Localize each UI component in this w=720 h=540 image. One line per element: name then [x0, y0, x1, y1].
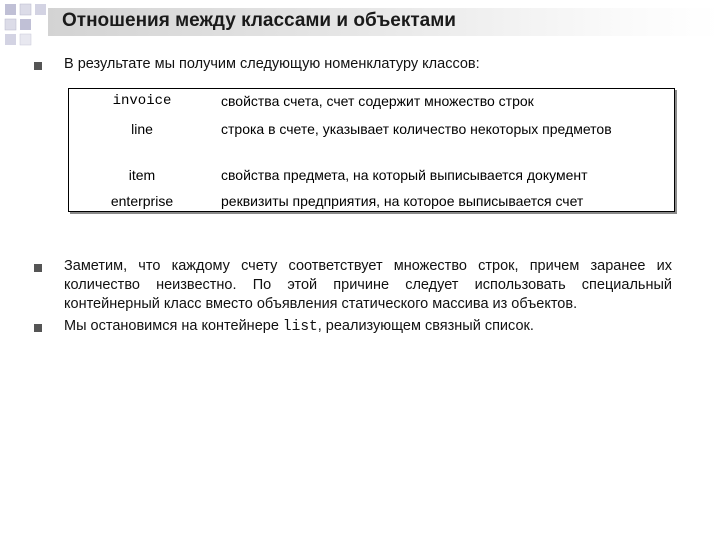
deco-square: [20, 19, 31, 30]
classes-table: [68, 88, 675, 212]
bullet-icon: [34, 62, 42, 70]
bullet-icon: [34, 264, 42, 272]
deco-square: [5, 19, 16, 30]
class-description: свойства счета, счет содержит множество строк: [221, 93, 534, 109]
deco-square: [5, 34, 16, 45]
class-name: invoice: [112, 93, 172, 109]
container-text: [64, 317, 534, 337]
container-code: list: [282, 319, 318, 335]
intro-text: В результате мы получим следующую номенклатуру классов:: [64, 56, 480, 72]
class-description: реквизиты предприятия, на которое выписывается счет: [221, 193, 584, 209]
deco-square: [20, 34, 31, 45]
class-name: enterprise: [110, 193, 174, 209]
class-name: item: [128, 167, 156, 183]
class-name: line: [131, 121, 153, 137]
container-text-before: Мы остановимся на контейнере: [64, 318, 283, 334]
class-description: свойства предмета, на который выписывается документ: [221, 167, 588, 183]
bullet-icon: [34, 324, 42, 332]
deco-square: [5, 4, 16, 15]
note-text: Заметим, что каждому счету соответствует множество строк, причем заранее их количество неизвестно. По этой причине следует использовать специальный контейнерный класс вместо объявления статического массива из объектов.: [64, 258, 672, 312]
container-text-after: , реализующем связный список.: [317, 318, 534, 334]
class-description: строка в счете, указывает количество некоторых предметов: [221, 121, 612, 137]
deco-square: [35, 4, 46, 15]
deco-square: [20, 4, 31, 15]
slide-title: Отношения между классами и объектами: [62, 10, 456, 31]
